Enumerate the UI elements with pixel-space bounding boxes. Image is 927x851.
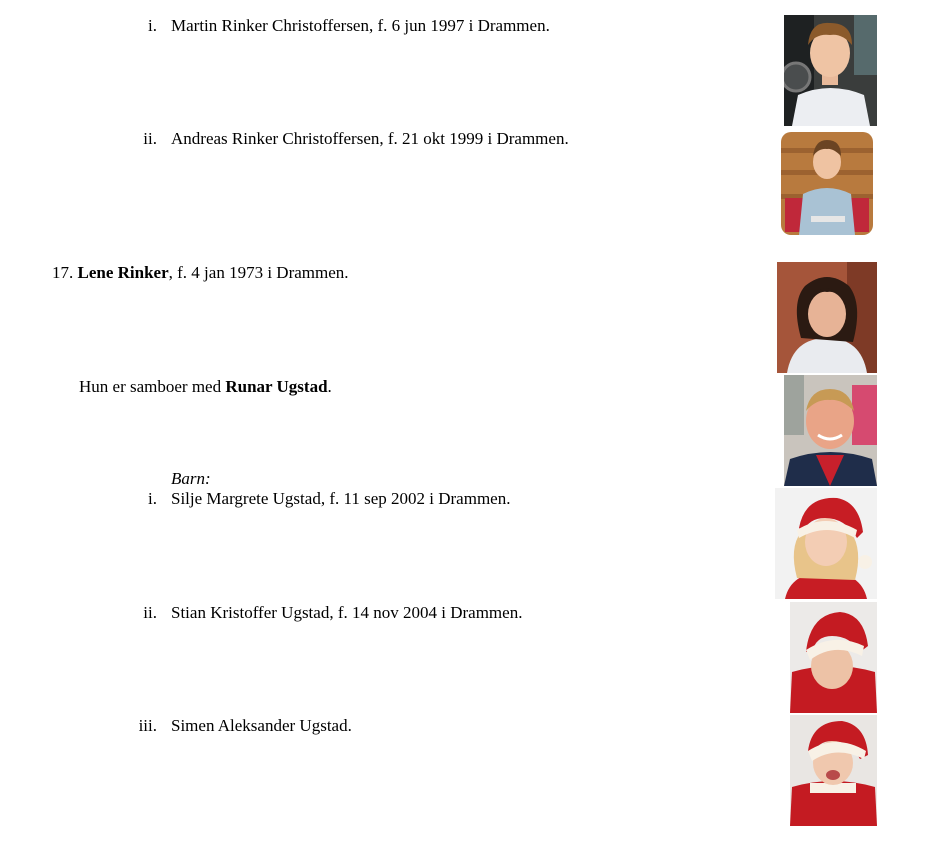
photo-martin xyxy=(784,15,877,126)
photo-simen xyxy=(790,715,877,826)
child-text: Stian Kristoffer Ugstad, f. 14 nov 2004 i Drammen. xyxy=(171,603,523,622)
child-numeral: ii. xyxy=(143,603,157,622)
photo-lene xyxy=(777,262,877,373)
child-text: Silje Margrete Ugstad, f. 11 sep 2002 i Drammen. xyxy=(171,489,511,508)
photo-runar xyxy=(784,375,877,486)
entry-numeral: i. xyxy=(148,16,157,35)
partner-prefix: Hun er samboer med xyxy=(79,377,226,396)
photo-stian xyxy=(790,602,877,713)
child-text: Simen Aleksander Ugstad. xyxy=(171,716,352,735)
child-numeral: iii. xyxy=(138,716,157,735)
partner-suffix: . xyxy=(327,377,332,396)
person-entry xyxy=(52,263,349,283)
entry-text: Martin Rinker Christoffersen, f. 6 jun 1997 i Drammen. xyxy=(171,16,550,35)
photo-andreas xyxy=(777,128,877,239)
entry-text: Andreas Rinker Christoffersen, f. 21 okt 1999 i Drammen. xyxy=(171,129,569,148)
child-numeral: i. xyxy=(148,489,157,508)
photo-silje xyxy=(775,488,877,599)
entry-numeral: ii. xyxy=(143,129,157,148)
partner-name: Runar Ugstad xyxy=(225,377,328,396)
person-details: , f. 4 jan 1973 i Drammen. xyxy=(168,263,349,282)
person-name: Lene Rinker xyxy=(77,263,169,282)
children-heading: Barn: xyxy=(171,469,211,488)
person-number: 17. xyxy=(52,263,74,282)
partner-line xyxy=(79,377,332,397)
